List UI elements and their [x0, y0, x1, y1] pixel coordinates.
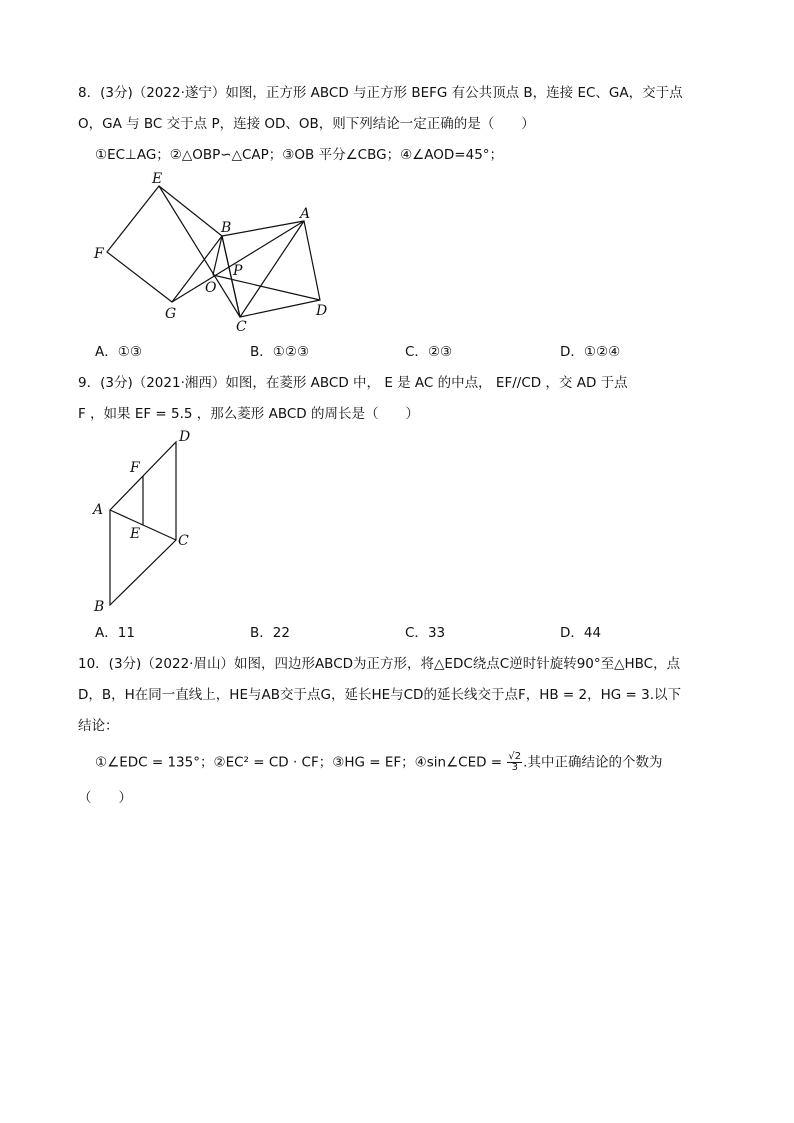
q8-label-g: G — [165, 306, 177, 322]
q9-label-d: D — [179, 429, 191, 445]
q9-label-b: B — [94, 599, 105, 615]
q9-label-a: A — [93, 502, 104, 518]
q9-option-d: D．44 — [560, 625, 602, 641]
q8-label-b: B — [221, 220, 232, 236]
q8-option-c: C．②③ — [405, 344, 453, 360]
q9-label-f: F — [130, 460, 140, 476]
q10-conclusions — [95, 752, 662, 773]
q8-label-d: D — [316, 303, 328, 319]
q8-label-p: P — [233, 263, 243, 279]
q10-stem-line3: 结论： — [78, 718, 119, 734]
q8-label-o: O — [205, 280, 217, 296]
q8-figure — [88, 170, 348, 340]
q8-label-e: E — [152, 171, 163, 187]
q9-figure — [88, 425, 218, 615]
q8-segment-ec — [159, 186, 240, 317]
q9-label-c: C — [178, 533, 189, 549]
q10-stem-line2: D，B，H在同一直线上，HE与AB交于点G，延长HE与CD的延长线交于点F，HB = 2，HG = 3.以下 — [78, 687, 681, 703]
q8-label-f: F — [94, 246, 104, 262]
q9-stem-line1: 9．(3分)（2021·湘西）如图，在菱形 ABCD 中， E 是 AC 的中点， EF//CD ，交 AD 于点 — [78, 375, 628, 391]
q8-statements: ①EC⊥AG；②△OBP∽△CAP；③OB 平分∠CBG；④∠AOD=45°； — [95, 147, 504, 163]
q10-conclusions-part2: .其中正确结论的个数为 — [523, 754, 663, 771]
q10-fraction-numerator: √2 — [508, 751, 522, 762]
q9-option-c: C．33 — [405, 625, 446, 641]
q8-option-d: D．①②④ — [560, 344, 621, 360]
q10-fraction — [507, 752, 522, 773]
q9-option-a: A．11 — [95, 625, 135, 641]
q8-stem-line1: 8．(3分)（2022·遂宁）如图，正方形 ABCD 与正方形 BEFG 有公共顶点 B，连接 EC、GA，交于点 — [78, 85, 683, 101]
q9-option-b: B．22 — [250, 625, 290, 641]
q9-label-e: E — [130, 526, 141, 542]
q8-segment-od — [213, 275, 320, 300]
q10-answer-paren: （ ） — [78, 790, 132, 806]
q8-segment-ac — [240, 221, 304, 317]
q8-label-a: A — [300, 206, 311, 222]
q10-fraction-denominator: 3 — [511, 762, 518, 773]
q8-option-a: A．①③ — [95, 344, 142, 360]
q8-option-b: B．①②③ — [250, 344, 310, 360]
q9-stem-line2: F ，如果 EF = 5.5 ，那么菱形 ABCD 的周长是（ ） — [78, 406, 419, 422]
q10-stem-line1: 10．(3分)（2022·眉山）如图，四边形ABCD为正方形，将△EDC绕点C逆时针旋转90°至△HBC，点 — [78, 656, 681, 672]
q8-stem-line2: O，GA 与 BC 交于点 P，连接 OD、OB，则下列结论一定正确的是（ ） — [78, 116, 535, 132]
q10-conclusions-part1: ①∠EDC = 135°；②EC² = CD · CF；③HG = EF；④sin∠CED = — [95, 754, 507, 771]
q8-label-c: C — [236, 319, 247, 335]
